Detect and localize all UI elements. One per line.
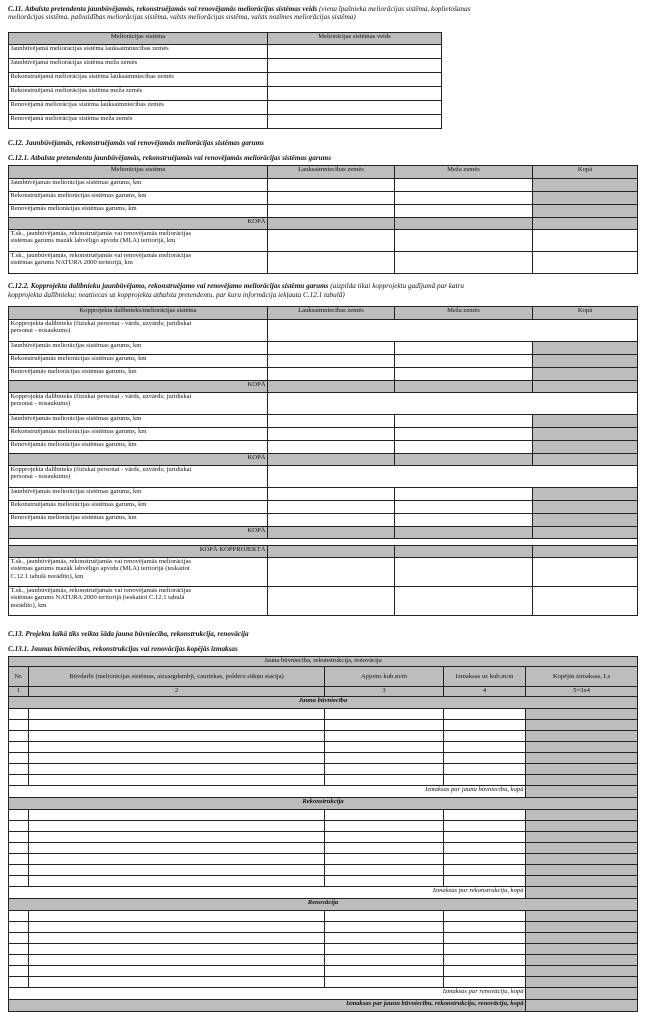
- c122-input[interactable]: [533, 558, 638, 587]
- c131-cell-input[interactable]: [9, 876, 29, 887]
- c131-cell-input[interactable]: [29, 977, 325, 988]
- c122-input[interactable]: [395, 441, 533, 454]
- c131-cell-input[interactable]: [325, 843, 444, 854]
- c122-input[interactable]: [268, 558, 395, 587]
- c11-row: Jaunbūvējamā meliorācijas sistēma meža zemēs: [9, 59, 268, 73]
- c122-input[interactable]: [395, 587, 533, 616]
- c131-input-row: [9, 843, 638, 854]
- c122-tsk-mla: T.sk., jaunbūvējamās, rekonstruējamās vai renovējamās meliorācijas sistēmas garums mazāk labvēlīgo apvidu (MLA) teritorijā (ieskaitot C.12.1 tabulā norādīto), km: [9, 558, 268, 587]
- c122-input[interactable]: [268, 342, 395, 355]
- c131-cell-input[interactable]: [29, 955, 325, 966]
- c131-num: 4: [444, 687, 526, 697]
- c131-section-recon: Rekonstrukcija: [9, 798, 638, 810]
- c131-row-total: [526, 753, 638, 764]
- c122-row: Renovējamās meliorācijas sistēmas garums, km: [9, 514, 268, 527]
- c11-row: Renovējamā meliorācijas sistēma meža zemēs: [9, 115, 268, 129]
- c131-group-header: Jauna būvniecība, rekonstrukcija, renovācija: [9, 657, 638, 667]
- c131-col-cost-unit: Izmaksas uz kub.m/m: [444, 667, 526, 687]
- c131-row-total: [526, 966, 638, 977]
- c131-col-volume: Apjoms kub.m/m: [325, 667, 444, 687]
- c121-input[interactable]: [395, 192, 533, 205]
- c131-cell-input[interactable]: [325, 955, 444, 966]
- c131-row-total: [526, 731, 638, 742]
- c131-row-total: [526, 832, 638, 843]
- c131-cell-input[interactable]: [325, 933, 444, 944]
- c131-input-row: [9, 944, 638, 955]
- c131-cell-input[interactable]: [325, 775, 444, 786]
- c131-grand-total-label: Izmaksas par jaunu būvniecību, rekonstrukciju, renovāciju, kopā: [9, 1000, 526, 1012]
- c121-row: Jaunbūvējamās meliorācijas sistēmas garums, km: [9, 179, 268, 192]
- c131-cell-input[interactable]: [325, 944, 444, 955]
- c131-cell-input[interactable]: [9, 775, 29, 786]
- c131-cell-input[interactable]: [9, 753, 29, 764]
- c121-input[interactable]: [395, 179, 533, 192]
- c131-input-row: [9, 955, 638, 966]
- c122-input[interactable]: [268, 587, 395, 616]
- c131-cell-input[interactable]: [9, 854, 29, 865]
- c11-col2: Meliorācijas sistēmas veids: [268, 33, 442, 45]
- c121-input[interactable]: [395, 230, 533, 252]
- c131-input-row: [9, 977, 638, 988]
- c131-cell-input[interactable]: [444, 955, 526, 966]
- c131-cell-input[interactable]: [29, 720, 325, 731]
- c11-note: (viena īpašnieka meliorācijas sistēma, koplietošanas: [319, 5, 471, 13]
- c131-input-row: [9, 854, 638, 865]
- c122-input[interactable]: [268, 428, 395, 441]
- c131-sum-new: [526, 786, 638, 798]
- c121-table: [8, 165, 638, 274]
- c131-table: [8, 656, 638, 1012]
- c131-num: 3: [325, 687, 444, 697]
- c131-cell-input[interactable]: [9, 865, 29, 876]
- c131-cell-input[interactable]: [444, 821, 526, 832]
- c131-sum-recon: [526, 887, 638, 899]
- c131-sum-renov: [526, 988, 638, 1000]
- c131-cell-input[interactable]: [444, 709, 526, 720]
- c121-col3: Meža zemēs: [395, 166, 533, 179]
- c131-sum-renov-label: Izmaksas par renovāciju, kopā: [9, 988, 526, 1000]
- c131-row-total: [526, 810, 638, 821]
- c11-input[interactable]: [268, 45, 442, 59]
- c131-cell-input[interactable]: [9, 944, 29, 955]
- c122-total: [533, 368, 638, 381]
- c131-cell-input[interactable]: [444, 775, 526, 786]
- c131-cell-input[interactable]: [444, 977, 526, 988]
- c131-cell-input[interactable]: [29, 966, 325, 977]
- c131-row-total: [526, 764, 638, 775]
- c122-col1: Kopprojekta dalībnieks/meliorācijas sistēma: [9, 307, 268, 320]
- c11-row: Jaunbūvējamā meliorācijas sistēma lauksaimniecības zemēs: [9, 45, 268, 59]
- c121-heading: C.12.1. Atbalsta pretendentu jaunbūvējamās, rekonstruējamās vai renovējamās meliorācijas sistēmas garums: [8, 154, 331, 162]
- c122-heading: C.12.2. Kopprojekta dalībnieku jaunbūvējamo, rekonstruējamo vai renovējamo meliorācijas sistēmu garums (aizpilda tikai kopprojektu gadījumā par katru: [8, 282, 464, 290]
- c131-row-total: [526, 865, 638, 876]
- c122-input[interactable]: [395, 355, 533, 368]
- c11-input[interactable]: [268, 73, 442, 87]
- c131-input-row: [9, 764, 638, 775]
- c121-kopa: [395, 218, 533, 230]
- c122-input[interactable]: [268, 501, 395, 514]
- c122-total: [533, 501, 638, 514]
- c122-col3: Meža zemēs: [395, 307, 533, 320]
- c131-col-total: Kopējās izmaksas, Ls: [526, 667, 638, 687]
- c11-heading: C.11. Atbalsta pretendenta jaunbūvējamās, rekonstruējamās vai renovējamās meliorācijas sistēmas veids (viena īpašnieka meliorācijas sistēma, koplietošanas: [8, 5, 471, 13]
- c131-cell-input[interactable]: [9, 709, 29, 720]
- c121-input[interactable]: [395, 205, 533, 218]
- c131-cell-input[interactable]: [9, 764, 29, 775]
- c131-cell-input[interactable]: [29, 843, 325, 854]
- c122-table: [8, 306, 638, 616]
- c122-total: [533, 415, 638, 428]
- c122-kopa-kopprojekta: [268, 546, 395, 558]
- c131-input-row: [9, 775, 638, 786]
- c122-total: [533, 342, 638, 355]
- c131-cell-input[interactable]: [444, 854, 526, 865]
- c131-cell-input[interactable]: [325, 865, 444, 876]
- c11-table: [8, 32, 442, 129]
- c131-input-row: [9, 742, 638, 753]
- c122-row: Jaunbūvējamās meliorācijas sistēmas garums, km: [9, 342, 268, 355]
- c131-input-row: [9, 810, 638, 821]
- c122-input[interactable]: [268, 355, 395, 368]
- c131-input-row: [9, 821, 638, 832]
- c122-kopa: [395, 527, 533, 539]
- c122-participant: Kopprojekta dalībnieks (fiziskai personai - vārds, uzvārds; juridiskai personai - nosaukums): [9, 320, 268, 342]
- c122-kopa: [533, 381, 638, 393]
- c122-input[interactable]: [268, 415, 395, 428]
- c122-row: Jaunbūvējamās meliorācijas sistēmas garums, km: [9, 488, 268, 501]
- c122-total: [533, 441, 638, 454]
- c131-cell-input[interactable]: [325, 832, 444, 843]
- c122-row: Renovējamās meliorācijas sistēmas garums, km: [9, 368, 268, 381]
- c131-input-row: [9, 832, 638, 843]
- c122-kopa-label: KOPĀ: [9, 454, 268, 466]
- c11-row: Rekonstruējamā meliorācijas sistēma lauksaimniecības zemēs: [9, 73, 268, 87]
- c131-cell-input[interactable]: [9, 977, 29, 988]
- c131-cell-input[interactable]: [325, 764, 444, 775]
- c131-cell-input[interactable]: [29, 810, 325, 821]
- c131-cell-input[interactable]: [444, 764, 526, 775]
- c11-note-line2: meliorācijas sistēma, pašvaldības meliorācijas sistēma, valsts meliorācijas sistēma, valsts nozīmes meliorācijas sistēma): [8, 13, 356, 21]
- c131-cell-input[interactable]: [29, 854, 325, 865]
- c121-input[interactable]: [268, 230, 395, 252]
- c122-kopa-kopprojekta: [395, 546, 533, 558]
- c131-input-row: [9, 753, 638, 764]
- c131-num: 5=3x4: [526, 687, 638, 697]
- c121-row: Renovējamās meliorācijas sistēmas garums, km: [9, 205, 268, 218]
- c131-row-total: [526, 821, 638, 832]
- c131-cell-input[interactable]: [29, 709, 325, 720]
- c131-cell-input[interactable]: [9, 922, 29, 933]
- c122-kopa-kopprojekta-label: KOPĀ KOPPROJEKTĀ: [9, 546, 268, 558]
- c13-heading: C.13. Projekta laikā tiks veikta šāda jauna būvniecība, rekonstrukcija, renovācija: [8, 630, 249, 638]
- c131-row-total: [526, 955, 638, 966]
- c122-participant: Kopprojekta dalībnieks (fiziskai personai - vārds, uzvārds; juridiskai personai - nosaukums): [9, 466, 268, 488]
- c121-total: [533, 205, 638, 218]
- c131-cell-input[interactable]: [444, 865, 526, 876]
- c121-input[interactable]: [268, 192, 395, 205]
- c122-tsk-natura: T.sk., jaunbūvējamās, rekonstruējamās vai renovējamās meliorācijas sistēmas garums NATURA 2000 teritorijā (ieskaitot C.12.1 tabulā norādīto), km: [9, 587, 268, 616]
- c122-participant: Kopprojekta dalībnieks (fiziskai personai - vārds, uzvārds; juridiskai personai - nosaukums): [9, 393, 268, 415]
- c122-participant-input[interactable]: [268, 393, 638, 415]
- c131-grand-total: [526, 1000, 638, 1012]
- c131-cell-input[interactable]: [325, 911, 444, 922]
- c121-total: [533, 179, 638, 192]
- c122-input[interactable]: [395, 488, 533, 501]
- c131-row-total: [526, 944, 638, 955]
- c131-cell-input[interactable]: [9, 832, 29, 843]
- c131-cell-input[interactable]: [29, 944, 325, 955]
- c122-kopa-label: KOPĀ: [9, 381, 268, 393]
- c121-kopa: [533, 218, 638, 230]
- c122-input[interactable]: [268, 441, 395, 454]
- c122-note-line2: kopprojekta dalībnieku; neattiecas uz kopprojekta atbalsta pretendentu, par kuru informācija iekļauta C.12.1 tabulā): [8, 291, 345, 299]
- c131-row-total: [526, 854, 638, 865]
- c11-row: Rekonstruējamā meliorācijas sistēma meža zemēs: [9, 87, 268, 101]
- c131-cell-input[interactable]: [325, 753, 444, 764]
- c131-cell-input[interactable]: [444, 832, 526, 843]
- c11-col1: Meliorācijas sistēma: [9, 33, 268, 45]
- c12-heading: C.12. Jaunbūvējamās, rekonstruējamās vai renovējamās meliorācijas sistēmas garums: [8, 139, 264, 147]
- c131-cell-input[interactable]: [325, 731, 444, 742]
- c131-cell-input[interactable]: [29, 731, 325, 742]
- c122-input[interactable]: [268, 488, 395, 501]
- c131-col-works: Būvdarbi (meliorācijas sistēmas, aizsargdambji, caurtekas, polderu sūkņu stacija): [29, 667, 325, 687]
- c131-cell-input[interactable]: [29, 775, 325, 786]
- c122-kopa: [533, 454, 638, 466]
- c131-input-row: [9, 865, 638, 876]
- c131-cell-input[interactable]: [444, 843, 526, 854]
- c131-input-row: [9, 933, 638, 944]
- c121-tsk-natura: T.sk., jaunbūvējamās, rekonstruējamās vai renovējamās meliorācijas sistēmas garums NATURA 2000 teritorijā, km: [9, 252, 268, 274]
- c131-sum-new-label: Izmaksas par jaunu būvniecību, kopā: [9, 786, 526, 798]
- c131-cell-input[interactable]: [325, 720, 444, 731]
- c122-row: Rekonstruējamās meliorācijas sistēmas garums, km: [9, 501, 268, 514]
- c131-cell-input[interactable]: [29, 764, 325, 775]
- c131-section-new: Jauna būvniecība: [9, 697, 638, 709]
- c131-cell-input[interactable]: [29, 865, 325, 876]
- c131-row-total: [526, 709, 638, 720]
- c122-input[interactable]: [533, 587, 638, 616]
- c122-input[interactable]: [395, 558, 533, 587]
- c122-kopa: [395, 381, 533, 393]
- c122-input[interactable]: [395, 342, 533, 355]
- c122-row: Rekonstruējamās meliorācijas sistēmas garums, km: [9, 355, 268, 368]
- c131-row-total: [526, 977, 638, 988]
- c131-cell-input[interactable]: [29, 753, 325, 764]
- c131-cell-input[interactable]: [444, 911, 526, 922]
- c122-input[interactable]: [395, 514, 533, 527]
- c122-row: Jaunbūvējamās meliorācijas sistēmas garums, km: [9, 415, 268, 428]
- c131-cell-input[interactable]: [325, 810, 444, 821]
- c131-cell-input[interactable]: [9, 911, 29, 922]
- c122-kopa: [395, 454, 533, 466]
- c131-row-total: [526, 775, 638, 786]
- c131-cell-input[interactable]: [29, 832, 325, 843]
- c121-input[interactable]: [268, 252, 395, 274]
- c122-input[interactable]: [395, 428, 533, 441]
- c121-tsk-mla: T.sk., jaunbūvējamās, rekonstruējamās vai renovējamās meliorācijas sistēmas garums mazāk labvēlīgo apvidu (MLA) teritorijā, km: [9, 230, 268, 252]
- c131-row-total: [526, 843, 638, 854]
- c122-input[interactable]: [395, 368, 533, 381]
- c131-cell-input[interactable]: [9, 933, 29, 944]
- c121-input[interactable]: [533, 252, 638, 274]
- c131-cell-input[interactable]: [325, 876, 444, 887]
- c131-cell-input[interactable]: [9, 742, 29, 753]
- c131-input-row: [9, 731, 638, 742]
- c11-input[interactable]: [268, 101, 442, 115]
- c131-cell-input[interactable]: [325, 742, 444, 753]
- c122-total: [533, 355, 638, 368]
- c121-total: [533, 192, 638, 205]
- c122-col2: Lauksaimniecības zemēs: [268, 307, 395, 320]
- c121-input[interactable]: [395, 252, 533, 274]
- c131-col-nr: Nr.: [9, 667, 29, 687]
- c121-row: Rekonstruējamās meliorācijas sistēmas garums, km: [9, 192, 268, 205]
- c131-input-row: [9, 922, 638, 933]
- c131-cell-input[interactable]: [9, 955, 29, 966]
- c131-cell-input[interactable]: [29, 911, 325, 922]
- c131-cell-input[interactable]: [325, 966, 444, 977]
- c131-cell-input[interactable]: [9, 731, 29, 742]
- c131-cell-input[interactable]: [444, 966, 526, 977]
- c131-cell-input[interactable]: [444, 720, 526, 731]
- c131-input-row: [9, 911, 638, 922]
- c122-input[interactable]: [268, 368, 395, 381]
- c131-num: 1: [9, 687, 29, 697]
- c122-row: Renovējamās meliorācijas sistēmas garums, km: [9, 441, 268, 454]
- c131-row-total: [526, 933, 638, 944]
- c122-kopa-label: KOPĀ: [9, 527, 268, 539]
- c131-cell-input[interactable]: [9, 821, 29, 832]
- c122-total: [533, 488, 638, 501]
- c131-cell-input[interactable]: [444, 922, 526, 933]
- c121-input[interactable]: [533, 230, 638, 252]
- c11-input[interactable]: [268, 87, 442, 101]
- c121-col1: Meliorācijas sistēma: [9, 166, 268, 179]
- c121-kopa: [268, 218, 395, 230]
- c131-cell-input[interactable]: [29, 933, 325, 944]
- c122-kopa: [268, 527, 395, 539]
- c131-input-row: [9, 720, 638, 731]
- c122-spacer: [9, 539, 638, 546]
- c122-participant-input[interactable]: [268, 466, 638, 488]
- c122-row: Rekonstruējamās meliorācijas sistēmas garums, km: [9, 428, 268, 441]
- c121-col4: Kopā: [533, 166, 638, 179]
- c121-input[interactable]: [268, 205, 395, 218]
- c122-kopa: [268, 381, 395, 393]
- c131-row-total: [526, 720, 638, 731]
- c11-input[interactable]: [268, 59, 442, 73]
- c122-kopa: [533, 527, 638, 539]
- c131-cell-input[interactable]: [444, 810, 526, 821]
- c131-section-renov: Renovācija: [9, 899, 638, 911]
- c131-cell-input[interactable]: [444, 742, 526, 753]
- c131-row-total: [526, 742, 638, 753]
- c131-cell-input[interactable]: [444, 731, 526, 742]
- c11-row: Renovējamā meliorācijas sistēma lauksaimniecības zemēs: [9, 101, 268, 115]
- c131-row-total: [526, 922, 638, 933]
- c11-input[interactable]: [268, 115, 442, 129]
- c131-cell-input[interactable]: [444, 753, 526, 764]
- c131-cell-input[interactable]: [325, 854, 444, 865]
- c122-kopa: [268, 454, 395, 466]
- c121-kopa-label: KOPĀ: [9, 218, 268, 230]
- c131-cell-input[interactable]: [29, 821, 325, 832]
- c131-heading: C.13.1. Jaunas būvniecības, rekonstrukcijas vai renovācijas kopējās izmaksas: [8, 645, 238, 653]
- c131-cell-input[interactable]: [9, 720, 29, 731]
- c121-input[interactable]: [268, 179, 395, 192]
- c122-input[interactable]: [395, 415, 533, 428]
- c122-kopa-kopprojekta: [533, 546, 638, 558]
- c131-row-total: [526, 876, 638, 887]
- c131-cell-input[interactable]: [29, 922, 325, 933]
- c131-sum-recon-label: Izmaksas par rekonstrukciju, kopā: [9, 887, 526, 899]
- c131-row-total: [526, 911, 638, 922]
- c131-cell-input[interactable]: [29, 742, 325, 753]
- c131-cell-input[interactable]: [9, 966, 29, 977]
- c131-cell-input[interactable]: [325, 709, 444, 720]
- c122-col4: Kopā: [533, 307, 638, 320]
- c122-total: [533, 514, 638, 527]
- c131-input-row: [9, 876, 638, 887]
- c131-cell-input[interactable]: [444, 876, 526, 887]
- c131-cell-input[interactable]: [444, 933, 526, 944]
- c122-input[interactable]: [268, 514, 395, 527]
- c131-num: 2: [29, 687, 325, 697]
- c122-participant-input[interactable]: [268, 320, 638, 342]
- c122-input[interactable]: [395, 501, 533, 514]
- c121-col2: Lauksaimniecības zemēs: [268, 166, 395, 179]
- c131-cell-input[interactable]: [325, 977, 444, 988]
- c131-cell-input[interactable]: [29, 876, 325, 887]
- c122-total: [533, 428, 638, 441]
- c131-cell-input[interactable]: [444, 944, 526, 955]
- c131-cell-input[interactable]: [325, 821, 444, 832]
- c131-cell-input[interactable]: [9, 843, 29, 854]
- c131-input-row: [9, 709, 638, 720]
- c122-note: (aizpilda tikai kopprojektu gadījumā par katru: [330, 282, 464, 290]
- c131-cell-input[interactable]: [325, 922, 444, 933]
- c131-cell-input[interactable]: [9, 810, 29, 821]
- c131-input-row: [9, 966, 638, 977]
